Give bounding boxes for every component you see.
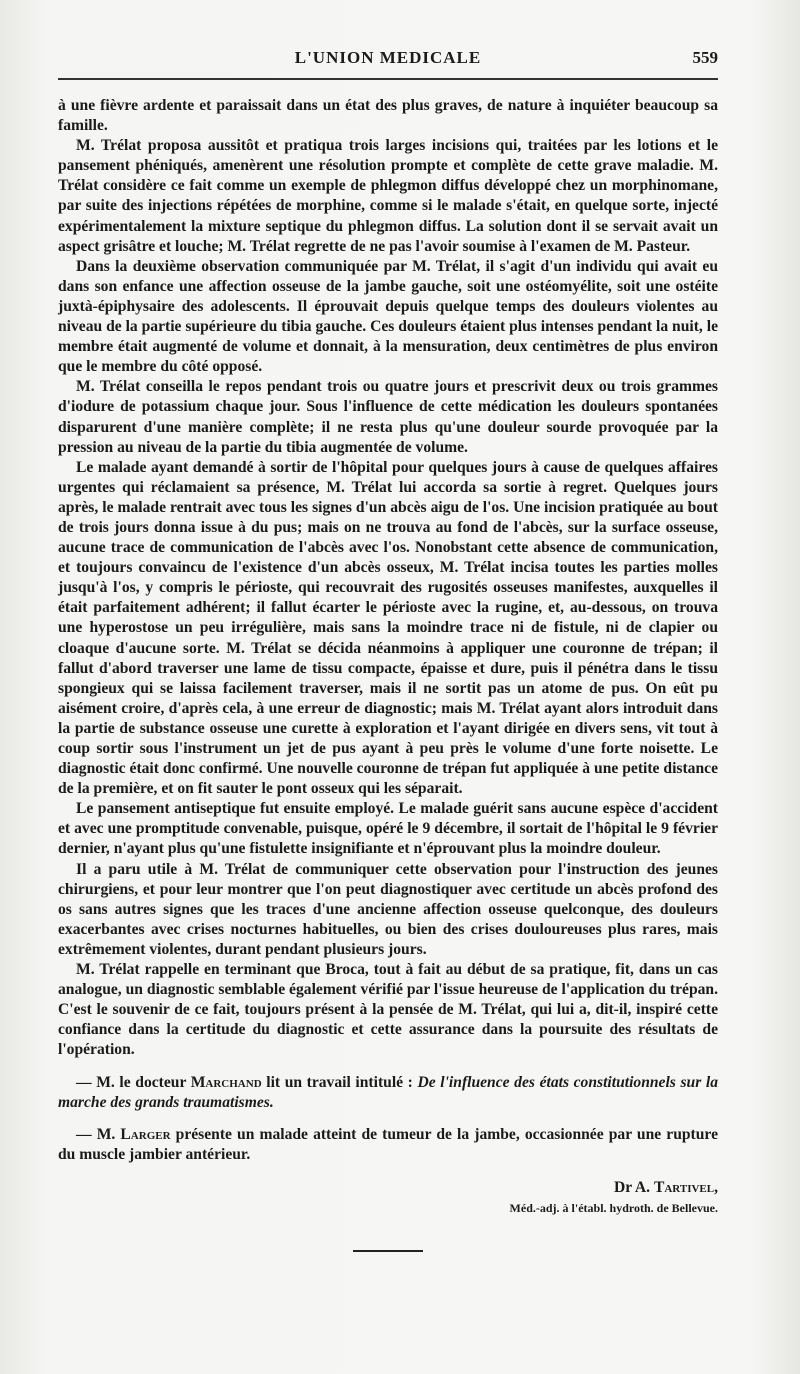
signature xyxy=(58,1179,718,1197)
paragraph-2: M. Trélat proposa aussitôt et pratiqua trois larges incisions qui, traitées par les lotions et le pansement phéniqués, amenèrent une résolution prompte et complète de cette grave maladie. M. Trélat considère ce fait comme un exemple de phlegmon diffus développé chez un morphinomane, par suite des injections répétées de morphine, comme si le malade s'était, en quelque sorte, injecté expérimentalement la mixture septique du phlegmon diffus. La solution dont il se servait avait un aspect grisâtre et louche; M. Trélat regrette de ne pas l'avoir soumise à l'examen de M. Pasteur. xyxy=(58,137,718,255)
journal-title: L'UNION MEDICALE xyxy=(294,48,482,67)
paragraph-6: Le pansement antiseptique fut ensuite employé. Le malade guérit sans aucune espèce d'accident et avec une promptitude convenable, puisque, opéré le 9 décembre, il sortait de l'hôpital le 9 février dernier, n'ayant plus qu'une fistulette insignifiante et n'éprouvant plus la moindre douleur. xyxy=(58,800,718,858)
paragraph-5: Le malade ayant demandé à sortir de l'hôpital pour quelques jours à cause de quelques affaires urgentes qui réclamaient sa présence, M. Trélat lui accorda sa sortie à regret. Quelques jours après, le malade rentrait avec tous les signes d'un abcès aigu de l'os. Une incision pratiquée au bout de trois jours donna issue à du pus; mais on ne trouva au fond de l'abcès, sur la surface osseuse, aucune trace de communication de l'abcès avec l'os. Nonobstant cette absence de communication, et toujours convaincu de l'existence d'un abcès osseux, M. Trélat incisa toutes les parties molles jusqu'à l'os, y compris le périoste, qui recouvrait des rugosités osseuses manifestes, auxquelles il était parfaitement adhérent; il fallut écarter le périoste avec la rugine, et, au-dessous, on trouva une hyperostose un peu irrégulière, mais sans la moindre trace ni de fistule, ni de clapier ou cloaque d'aucune sorte. M. Trélat se décida néanmoins à appliquer une couronne de trépan; il fallut d'abord traverser une lame de tissu compacte, épaisse et dure, puis il pénétra dans le tissu spongieux qui se laissa facilement traverser, mais il ne sortit pas un atome de pus. On eût pu aisément croire, d'après cela, à une erreur de diagnostic; mais M. Trélat ayant alors introduit dans la partie de substance osseuse une curette à exploration et l'ayant dirigée en divers sens, vit tout à coup sortir sous l'instrument un jet de pus ayant à peu près le volume d'une forte noisette. Le diagnostic était donc confirmé. Une nouvelle couronne de trépan fut appliquée à une petite distance de la première, et on fit sauter le pont osseux qui les séparait. xyxy=(58,458,718,798)
header-rule xyxy=(58,78,718,80)
notice-larger xyxy=(58,1125,718,1165)
notice-marchand-middle: lit un travail intitulé : xyxy=(261,1073,418,1091)
paragraph-4: M. Trélat conseilla le repos pendant trois ou quatre jours et prescrivit deux ou trois grammes d'iodure de potassium chaque jour. Sous l'influence de cette médication les douleurs spontanées disparurent d'une manière complète; il ne resta plus qu'une douleur sourde provoquée par la pression au niveau de la partie du tibia augmentée de volume. xyxy=(58,378,718,456)
author-marchand: Marchand xyxy=(190,1073,262,1091)
notice-larger-prefix: — M. xyxy=(76,1125,121,1143)
paper-title: De l'influence des états constitutionnels sur la marche des grands traumatismes. xyxy=(58,1073,719,1111)
running-header xyxy=(58,0,718,84)
notice-marchand xyxy=(58,1073,718,1113)
paragraph-3: Dans la deuxième observation communiquée par M. Trélat, il s'agit d'un individu qui avait eu dans son enfance une affection osseuse de la jambe gauche, soit une ostéomyélite, soit une ostéite juxtà-épiphysaire des adolescents. Il éprouvait depuis quelque temps des douleurs violentes au niveau de la partie supérieure du tibia gauche. Ces douleurs étaient plus intenses pendant la nuit, le membre était augmenté de volume et donnait, à la mensuration, deux centimètres de plus environ que le membre du côté opposé. xyxy=(58,257,718,376)
notice-marchand-prefix: — M. le docteur xyxy=(76,1073,191,1091)
article-body xyxy=(58,96,718,1165)
paragraph-1: à une fièvre ardente et paraissait dans un état des plus graves, de nature à inquiéter beaucoup sa famille. xyxy=(58,97,718,135)
signature-affiliation: Méd.-adj. à l'établ. hydroth. de Bellevue. xyxy=(509,1200,718,1215)
end-rule xyxy=(353,1250,423,1252)
signature-name: Tartivel, xyxy=(653,1178,718,1196)
paragraph-8: M. Trélat rappelle en terminant que Broca, tout à fait au début de sa pratique, fit, dans un cas analogue, un diagnostic semblable également vérifié par l'issue heureuse de l'application du trépan. C'est le souvenir de ce fait, toujours présent à la pensée de M. Trélat, qui lui a, dit-il, inspiré cette confiance dans la certitude du diagnostic et cette assurance dans la poursuite des résultats de l'opération. xyxy=(58,961,718,1059)
notice-larger-rest: présente un malade atteint de tumeur de la jambe, occasionnée par une rupture du muscle jambier antérieur. xyxy=(58,1125,718,1163)
signature-prefix: Dr A. xyxy=(613,1178,654,1196)
author-larger: Larger xyxy=(120,1125,171,1143)
paragraph-7: Il a paru utile à M. Trélat de communiquer cette observation pour l'instruction des jeunes chirurgiens, et pour leur montrer que l'on peut diagnostiquer avec certitude un abcès profond des os sans autres signes que les traces d'une ancienne affection osseuse quelconque, des douleurs exacerbantes avec crises nocturnes habituelles, ou bien des crises douloureuses plus rares, mais extrêmement violentes, durant pendant plusieurs jours. xyxy=(58,860,718,958)
page-number: 559 xyxy=(692,48,718,67)
